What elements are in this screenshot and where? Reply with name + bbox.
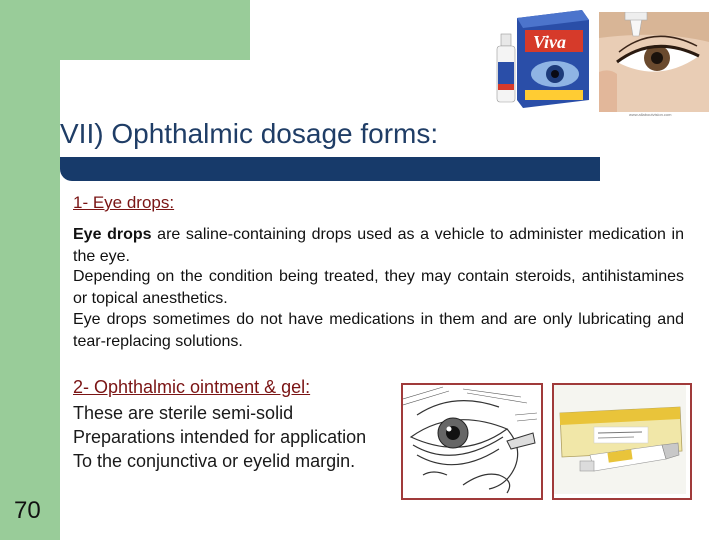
paragraph-eye-drops-contents: Depending on the condition being treated, they may contain steroids, antihistamines or topical anesthetics. [73, 268, 684, 307]
paragraph-eye-drops-lubricating: Eye drops sometimes do not have medications in them and are only lubricating and tear-replacing solutions. [73, 311, 684, 350]
ointment-line: Preparations intended for application [73, 427, 367, 447]
definition-text: are saline-containing drops used as a vehicle to administer medication in the eye. [73, 226, 684, 265]
top-green-block [0, 0, 250, 60]
ointment-tube-photo [552, 383, 692, 500]
eyelid-ointment-application-sketch [401, 383, 543, 500]
term-eye-drops: Eye drops [73, 226, 152, 243]
viva-eye-drops-photo [487, 0, 593, 116]
rounded-corner-decoration [60, 60, 120, 120]
applying-eye-drops-photo [599, 12, 709, 112]
section-heading-ointment-gel: 2- Ophthalmic ointment & gel: [73, 377, 311, 397]
page-number: 70 [14, 497, 41, 524]
left-green-band [0, 0, 60, 540]
ointment-description [73, 401, 366, 473]
section-heading-eye-drops: 1- Eye drops: [73, 193, 175, 212]
ointment-line: These are sterile semi-solid [73, 403, 294, 423]
viva-box-label: Viva [533, 32, 567, 52]
title-underline-bar [60, 157, 600, 181]
paragraph-eye-drops-definition [73, 224, 684, 267]
ointment-line: To the conjunctiva or eyelid margin. [73, 451, 356, 471]
photo-caption: www.allaboutvision.com [629, 112, 672, 117]
slide-title: VII) Ophthalmic dosage forms: [60, 118, 439, 149]
